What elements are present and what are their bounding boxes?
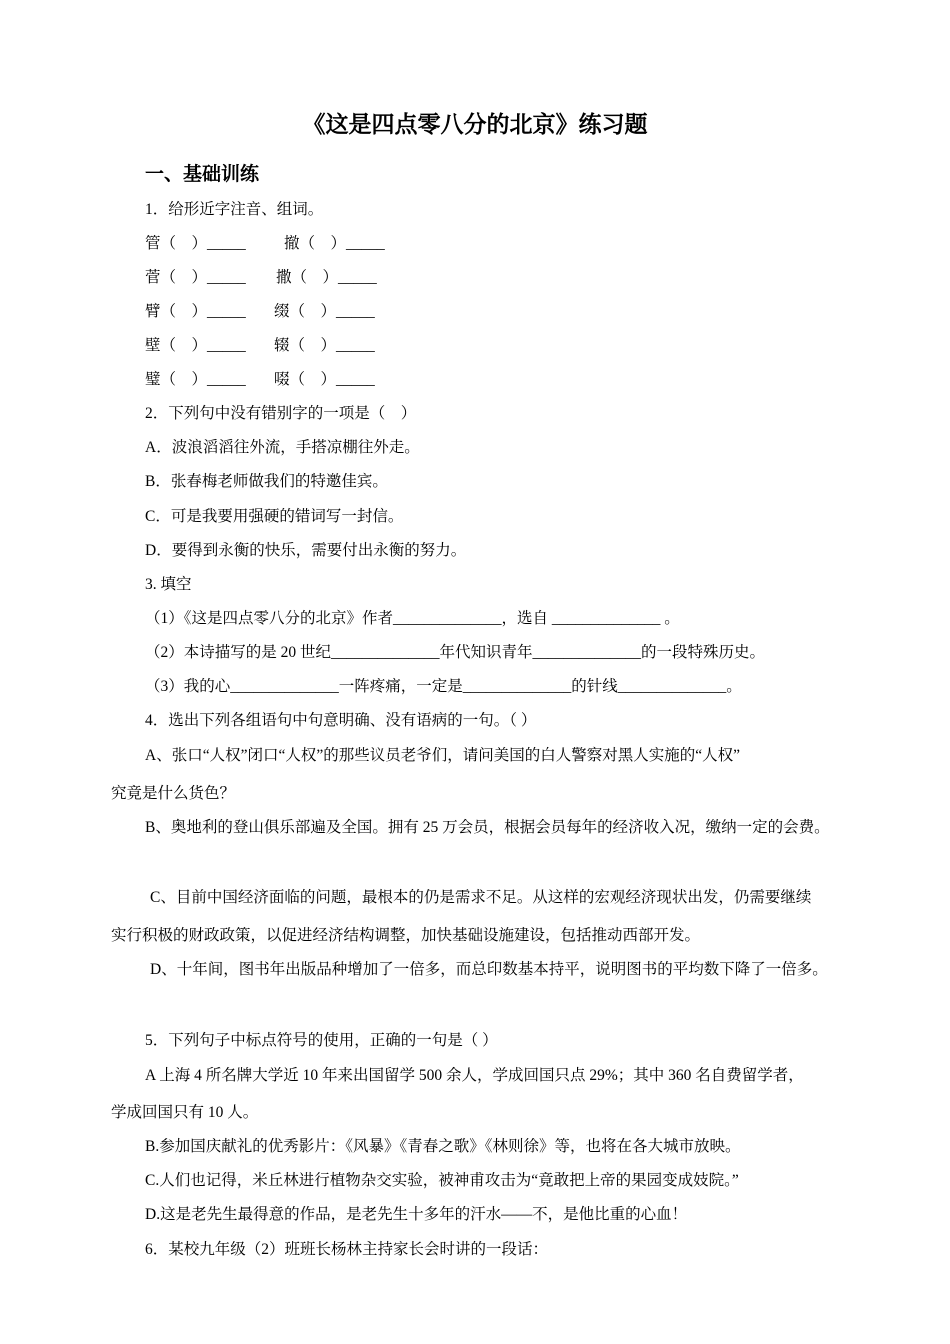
q4-option-d: D、十年间，图书年出版品种增加了一倍多，而总印数基本持平，说明图书的平均数下降了一倍多。: [150, 961, 828, 978]
q4-prompt: 4．选出下列各组语句中句意明确、没有语病的一句。（ ）: [145, 712, 537, 729]
q5-option-c: C.人们也记得，米丘林进行植物杂交实验，被神甫攻击为“竟敢把上帝的果园变成妓院。”: [145, 1172, 739, 1189]
q1-row5-left: 璧（ ）_____: [145, 371, 246, 388]
document-title: 《这是四点零八分的北京》练习题: [302, 112, 648, 138]
q1-row4-left: 壁（ ）_____: [145, 337, 246, 354]
q4-option-c-line2: 实行积极的财政政策，以促进经济结构调整，加快基础设施建设，包括推动西部开发。: [111, 927, 701, 944]
q5-option-a-line1: A 上海 4 所名牌大学近 10 年来出国留学 500 余人，学成回国只点 29%；其中 360 名自费留学者，: [145, 1067, 804, 1084]
q4-option-b: B、奥地利的登山俱乐部遍及全国。拥有 25 万会员，根据会员每年的经济收入况，缴纳一定的会费。: [145, 819, 830, 836]
q2-option-b: B．张春梅老师做我们的特邀佳宾。: [145, 473, 388, 490]
q1-row5-right: 啜（ ）_____: [274, 371, 375, 388]
q1-row3-right: 缀（ ）_____: [274, 303, 375, 320]
q3-item-2: （2）本诗描写的是 20 世纪______________年代知识青年______________的一段特殊历史。: [145, 644, 766, 661]
q6-prompt: 6．某校九年级（2）班班长杨林主持家长会时讲的一段话：: [145, 1241, 549, 1258]
q5-option-b: B.参加国庆献礼的优秀影片：《风暴》《青春之歌》《林则徐》等，也将在各大城市放映。: [145, 1138, 741, 1155]
q1-row2-right: 撒（ ）_____: [276, 269, 377, 286]
section-heading: 一、基础训练: [145, 163, 260, 185]
q5-option-d: D.这是老先生最得意的作品，是老先生十多年的汗水——不，是他比重的心血！: [145, 1206, 688, 1223]
q3-item-1: （1）《这是四点零八分的北京》作者______________，选自 ______________ 。: [145, 610, 680, 627]
q2-option-d: D．要得到永衡的快乐，需要付出永衡的努力。: [145, 542, 467, 559]
q4-option-a-line2: 究竟是什么货色？: [111, 785, 236, 802]
q2-option-a: A．波浪滔滔往外流，手搭凉棚往外走。: [145, 439, 420, 456]
q1-row1-right: 撤（ ）_____: [284, 235, 385, 252]
q5-prompt: 5．下列句子中标点符号的使用，正确的一句是（ ）: [145, 1032, 498, 1049]
q1-row2-left: 菅（ ）_____: [145, 269, 246, 286]
q1-row3-left: 臂（ ）_____: [145, 303, 246, 320]
q1-prompt: 1．给形近字注音、组词。: [145, 201, 324, 218]
q4-option-c-line1: C、目前中国经济面临的问题，最根本的仍是需求不足。从这样的宏观经济现状出发，仍需要继续: [150, 889, 812, 906]
q2-option-c: C．可是我要用强硬的错词写一封信。: [145, 508, 404, 525]
q3-item-3: （3）我的心______________一阵疼痛，一定是______________的针线______________。: [145, 678, 742, 695]
q3-prompt: 3. 填空: [145, 576, 192, 593]
q4-option-a-line1: A、张口“人权”闭口“人权”的那些议员老爷们，请问美国的白人警察对黑人实施的“人权”: [145, 747, 740, 764]
q5-option-a-line2: 学成回国只有 10 人。: [111, 1104, 259, 1121]
q1-row4-right: 辍（ ）_____: [274, 337, 375, 354]
q1-row1-left: 管（ ）_____: [145, 235, 246, 252]
q2-prompt: 2．下列句中没有错别字的一项是（ ）: [145, 405, 417, 422]
